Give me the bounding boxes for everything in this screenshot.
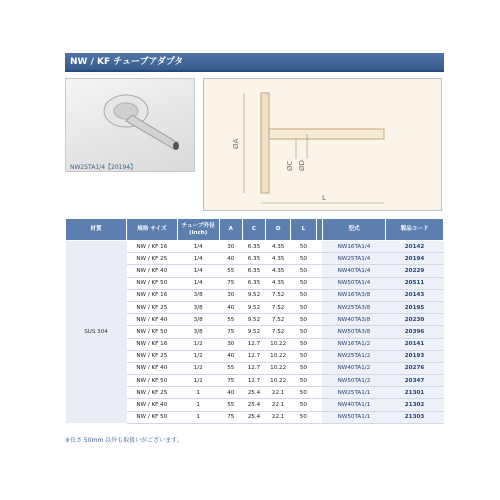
a-cell: 30 xyxy=(219,289,242,301)
header-c: C xyxy=(242,219,265,241)
photo-caption: NW25TA1/4【20194】 xyxy=(70,164,137,171)
size-cell: NW / KF 40 xyxy=(127,314,178,326)
a-cell: 75 xyxy=(219,326,242,338)
tube-adapter-image xyxy=(66,79,195,172)
product-photo xyxy=(65,78,195,172)
header-model: 型式 xyxy=(322,219,385,241)
d-cell: 10.22 xyxy=(266,350,291,362)
tube-od-cell: 3/8 xyxy=(177,301,219,313)
tube-od-cell: 3/8 xyxy=(177,314,219,326)
d-cell: 7.52 xyxy=(266,301,291,313)
l-cell: 50 xyxy=(291,289,316,301)
a-cell: 30 xyxy=(219,338,242,350)
header-l: L xyxy=(291,219,316,241)
c-cell: 6.35 xyxy=(242,265,265,277)
d-cell: 4.35 xyxy=(266,253,291,265)
tube-od-cell: 1 xyxy=(177,399,219,411)
l-cell: 50 xyxy=(291,350,316,362)
l-cell: 50 xyxy=(291,277,316,289)
l-cell: 50 xyxy=(291,399,316,411)
l-cell: 50 xyxy=(291,411,316,423)
c-cell: 25.4 xyxy=(242,399,265,411)
d-cell: 4.35 xyxy=(266,265,291,277)
d-cell: 10.22 xyxy=(266,362,291,374)
a-cell: 75 xyxy=(219,277,242,289)
size-cell: NW / KF 25 xyxy=(127,253,178,265)
dim-c-label: ØC xyxy=(286,160,294,171)
model-cell: NW40TA1/4 xyxy=(322,265,385,277)
model-cell: NW25TA3/8 xyxy=(322,301,385,313)
tube-od-cell: 1/4 xyxy=(177,241,219,253)
d-cell: 7.52 xyxy=(266,314,291,326)
c-cell: 12.7 xyxy=(242,375,265,387)
dim-l-label: L xyxy=(322,194,326,202)
tube-od-cell: 1 xyxy=(177,411,219,423)
tube-od-cell: 1/4 xyxy=(177,265,219,277)
tube-od-cell: 3/8 xyxy=(177,326,219,338)
size-cell: NW / KF 25 xyxy=(127,350,178,362)
size-cell: NW / KF 50 xyxy=(127,277,178,289)
tube-od-cell: 1/2 xyxy=(177,338,219,350)
l-cell: 50 xyxy=(291,362,316,374)
size-cell: NW / KF 16 xyxy=(127,241,178,253)
code-cell: 20193 xyxy=(386,350,444,362)
model-cell: NW40TA3/8 xyxy=(322,314,385,326)
c-cell: 25.4 xyxy=(242,387,265,399)
size-cell: NW / KF 40 xyxy=(127,265,178,277)
a-cell: 55 xyxy=(219,314,242,326)
model-cell: NW16TA3/8 xyxy=(322,289,385,301)
tube-od-cell: 3/8 xyxy=(177,289,219,301)
a-cell: 55 xyxy=(219,265,242,277)
code-cell: 21301 xyxy=(386,387,444,399)
l-cell: 50 xyxy=(291,301,316,313)
size-cell: NW / KF 50 xyxy=(127,411,178,423)
l-cell: 50 xyxy=(291,265,316,277)
tube-od-cell: 1 xyxy=(177,387,219,399)
a-cell: 55 xyxy=(219,399,242,411)
code-cell: 20194 xyxy=(386,253,444,265)
c-cell: 9.52 xyxy=(242,289,265,301)
d-cell: 22.1 xyxy=(266,399,291,411)
c-cell: 12.7 xyxy=(242,350,265,362)
c-cell: 6.35 xyxy=(242,241,265,253)
spec-table xyxy=(65,218,444,424)
a-cell: 30 xyxy=(219,241,242,253)
tube-od-cell: 1/4 xyxy=(177,277,219,289)
size-cell: NW / KF 50 xyxy=(127,326,178,338)
code-cell: 20229 xyxy=(386,265,444,277)
spec-table-body xyxy=(66,241,444,424)
d-cell: 7.52 xyxy=(266,326,291,338)
code-cell: 21303 xyxy=(386,411,444,423)
l-cell: 50 xyxy=(291,253,316,265)
a-cell: 40 xyxy=(219,253,242,265)
model-cell: NW50TA1/2 xyxy=(322,375,385,387)
model-cell: NW40TA1/2 xyxy=(322,362,385,374)
code-cell: 20396 xyxy=(386,326,444,338)
header-code: 製品コード xyxy=(386,219,444,241)
l-cell: 50 xyxy=(291,326,316,338)
model-cell: NW50TA3/8 xyxy=(322,326,385,338)
material-cell: SUS 304 xyxy=(66,241,127,424)
model-cell: NW25TA1/1 xyxy=(322,387,385,399)
c-cell: 6.35 xyxy=(242,253,265,265)
model-cell: NW16TA1/4 xyxy=(322,241,385,253)
model-cell: NW50TA1/1 xyxy=(322,411,385,423)
dim-d-label: ØD xyxy=(298,160,306,171)
header-a: A xyxy=(219,219,242,241)
a-cell: 55 xyxy=(219,362,242,374)
l-cell: 50 xyxy=(291,338,316,350)
size-cell: NW / KF 16 xyxy=(127,289,178,301)
code-cell: 20347 xyxy=(386,375,444,387)
d-cell: 7.52 xyxy=(266,289,291,301)
model-cell: NW25TA1/2 xyxy=(322,350,385,362)
dim-a-label: ØA xyxy=(232,138,240,149)
code-cell: 21302 xyxy=(386,399,444,411)
size-cell: NW / KF 50 xyxy=(127,375,178,387)
c-cell: 9.52 xyxy=(242,314,265,326)
code-cell: 20142 xyxy=(386,241,444,253)
tube-od-cell: 1/2 xyxy=(177,362,219,374)
model-cell: NW16TA1/2 xyxy=(322,338,385,350)
d-cell: 10.22 xyxy=(266,338,291,350)
code-cell: 20230 xyxy=(386,314,444,326)
d-cell: 4.35 xyxy=(266,277,291,289)
a-cell: 75 xyxy=(219,411,242,423)
size-cell: NW / KF 40 xyxy=(127,362,178,374)
code-cell: 20276 xyxy=(386,362,444,374)
c-cell: 25.4 xyxy=(242,411,265,423)
c-cell: 12.7 xyxy=(242,338,265,350)
size-cell: NW / KF 16 xyxy=(127,338,178,350)
l-cell: 50 xyxy=(291,314,316,326)
a-cell: 40 xyxy=(219,387,242,399)
d-cell: 10.22 xyxy=(266,375,291,387)
code-cell: 20195 xyxy=(386,301,444,313)
table-header-row xyxy=(66,219,444,241)
l-cell: 50 xyxy=(291,387,316,399)
c-cell: 12.7 xyxy=(242,362,265,374)
a-cell: 40 xyxy=(219,350,242,362)
code-cell: 20143 xyxy=(386,289,444,301)
page-title: NW / KF チューブアダプタ xyxy=(65,53,444,72)
size-cell: NW / KF 25 xyxy=(127,387,178,399)
l-cell: 50 xyxy=(291,375,316,387)
a-cell: 40 xyxy=(219,301,242,313)
tube-od-cell: 1/2 xyxy=(177,350,219,362)
d-cell: 4.35 xyxy=(266,241,291,253)
model-cell: NW50TA1/4 xyxy=(322,277,385,289)
d-cell: 22.1 xyxy=(266,387,291,399)
tube-od-cell: 1/4 xyxy=(177,253,219,265)
technical-drawing xyxy=(203,78,442,211)
header-tube-od: チューブ外径 (inch) xyxy=(177,219,219,241)
size-cell: NW / KF 40 xyxy=(127,399,178,411)
model-cell: NW25TA1/4 xyxy=(322,253,385,265)
c-cell: 6.35 xyxy=(242,277,265,289)
footnote: ※長さ 50mm 以外も取扱いがございます。 xyxy=(65,437,183,444)
header-d: D xyxy=(266,219,291,241)
code-cell: 20511 xyxy=(386,277,444,289)
l-cell: 50 xyxy=(291,241,316,253)
table-row xyxy=(66,241,444,253)
c-cell: 9.52 xyxy=(242,326,265,338)
size-cell: NW / KF 25 xyxy=(127,301,178,313)
c-cell: 9.52 xyxy=(242,301,265,313)
a-cell: 75 xyxy=(219,375,242,387)
model-cell: NW40TA1/1 xyxy=(322,399,385,411)
header-size: 規格 サイズ xyxy=(127,219,178,241)
d-cell: 22.1 xyxy=(266,411,291,423)
tube-od-cell: 1/2 xyxy=(177,375,219,387)
header-material: 材質 xyxy=(66,219,127,241)
code-cell: 20141 xyxy=(386,338,444,350)
